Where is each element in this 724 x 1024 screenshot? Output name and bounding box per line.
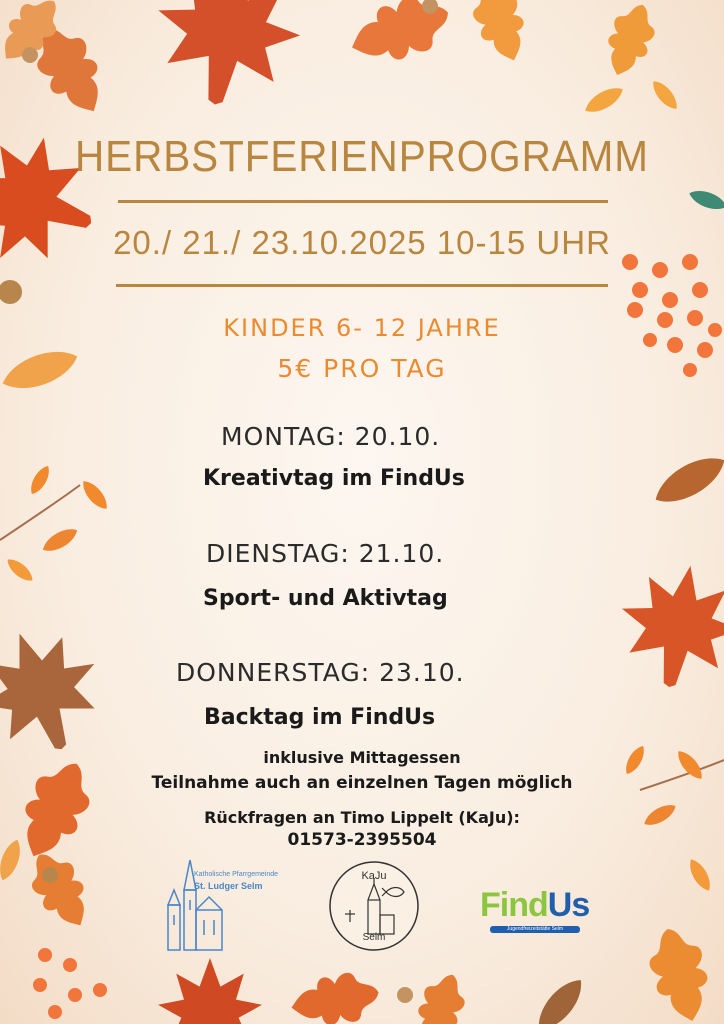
parish-name-small: Katholische Pfarrgemeinde: [194, 871, 279, 878]
leaf-icon: [27, 463, 54, 497]
oak-leaf-icon: [465, 0, 536, 68]
leaf-icon: [648, 447, 724, 512]
participation-note: Teilnahme auch an einzelnen Tagen möglich: [151, 773, 573, 793]
maple-leaf-icon: [158, 958, 262, 1024]
divider-bottom: [116, 284, 608, 287]
kaju-label: KaJu: [361, 870, 387, 882]
page-title: HERBSTFERIENPROGRAMM: [75, 132, 649, 181]
findus-logo: [480, 886, 600, 936]
oak-leaf-icon: [597, 0, 662, 82]
price-per-day: 5€ PRO TAG: [277, 354, 447, 383]
parish-name: St. Ludger Selm: [194, 881, 263, 891]
leaf-icon: [581, 82, 627, 118]
rowan-berries-icon: [33, 948, 107, 1019]
oak-leaf-icon: [407, 968, 472, 1024]
age-range: KINDER 6- 12 JAHRE: [223, 314, 501, 342]
oak-leaf-icon: [342, 0, 457, 74]
maple-leaf-icon: [0, 613, 118, 770]
event-thursday: Backtag im FindUs: [204, 705, 436, 730]
leaf-icon: [78, 477, 111, 513]
event-monday: Kreativtag im FindUs: [203, 466, 465, 491]
findus-tagline: Jugendfreizeitstätte Selm: [490, 926, 580, 933]
leaf-icon: [687, 186, 724, 213]
leaf-icon: [530, 972, 590, 1024]
acorn-icon: [22, 47, 38, 63]
day-thursday: DONNERSTAG: 23.10.: [176, 658, 465, 687]
maple-leaf-icon: [610, 555, 724, 697]
oak-leaf-icon: [642, 922, 718, 1024]
leaf-icon: [39, 524, 81, 557]
oak-leaf-icon: [287, 968, 383, 1024]
acorn-icon: [397, 987, 413, 1003]
day-tuesday: DIENSTAG: 21.10.: [206, 539, 445, 568]
church-icon: [160, 855, 230, 955]
parish-logo: [160, 855, 290, 955]
kaju-location: Selm: [362, 932, 386, 943]
findus-wordmark-us: Us: [547, 886, 590, 924]
contact-phone: 01573-2395504: [287, 830, 437, 850]
leaf-icon: [648, 77, 681, 113]
acorn-icon: [0, 280, 22, 304]
acorn-icon: [42, 867, 58, 883]
event-dates: 20./ 21./ 23.10.2025 10-15 UHR: [113, 224, 611, 261]
contact-note: Rückfragen an Timo Lippelt (KaJu):: [204, 808, 520, 827]
leaf-icon: [4, 555, 37, 585]
divider-top: [118, 200, 608, 203]
event-tuesday: Sport- und Aktivtag: [203, 586, 448, 611]
maple-leaf-icon: [144, 0, 311, 117]
day-monday: MONTAG: 20.10.: [221, 422, 441, 451]
findus-wordmark: FindUs: [480, 886, 590, 924]
leaf-icon: [685, 856, 715, 894]
lunch-note: inklusive Mittagessen: [263, 748, 461, 767]
oak-leaf-icon: [20, 843, 100, 937]
kaju-logo: [328, 860, 420, 952]
